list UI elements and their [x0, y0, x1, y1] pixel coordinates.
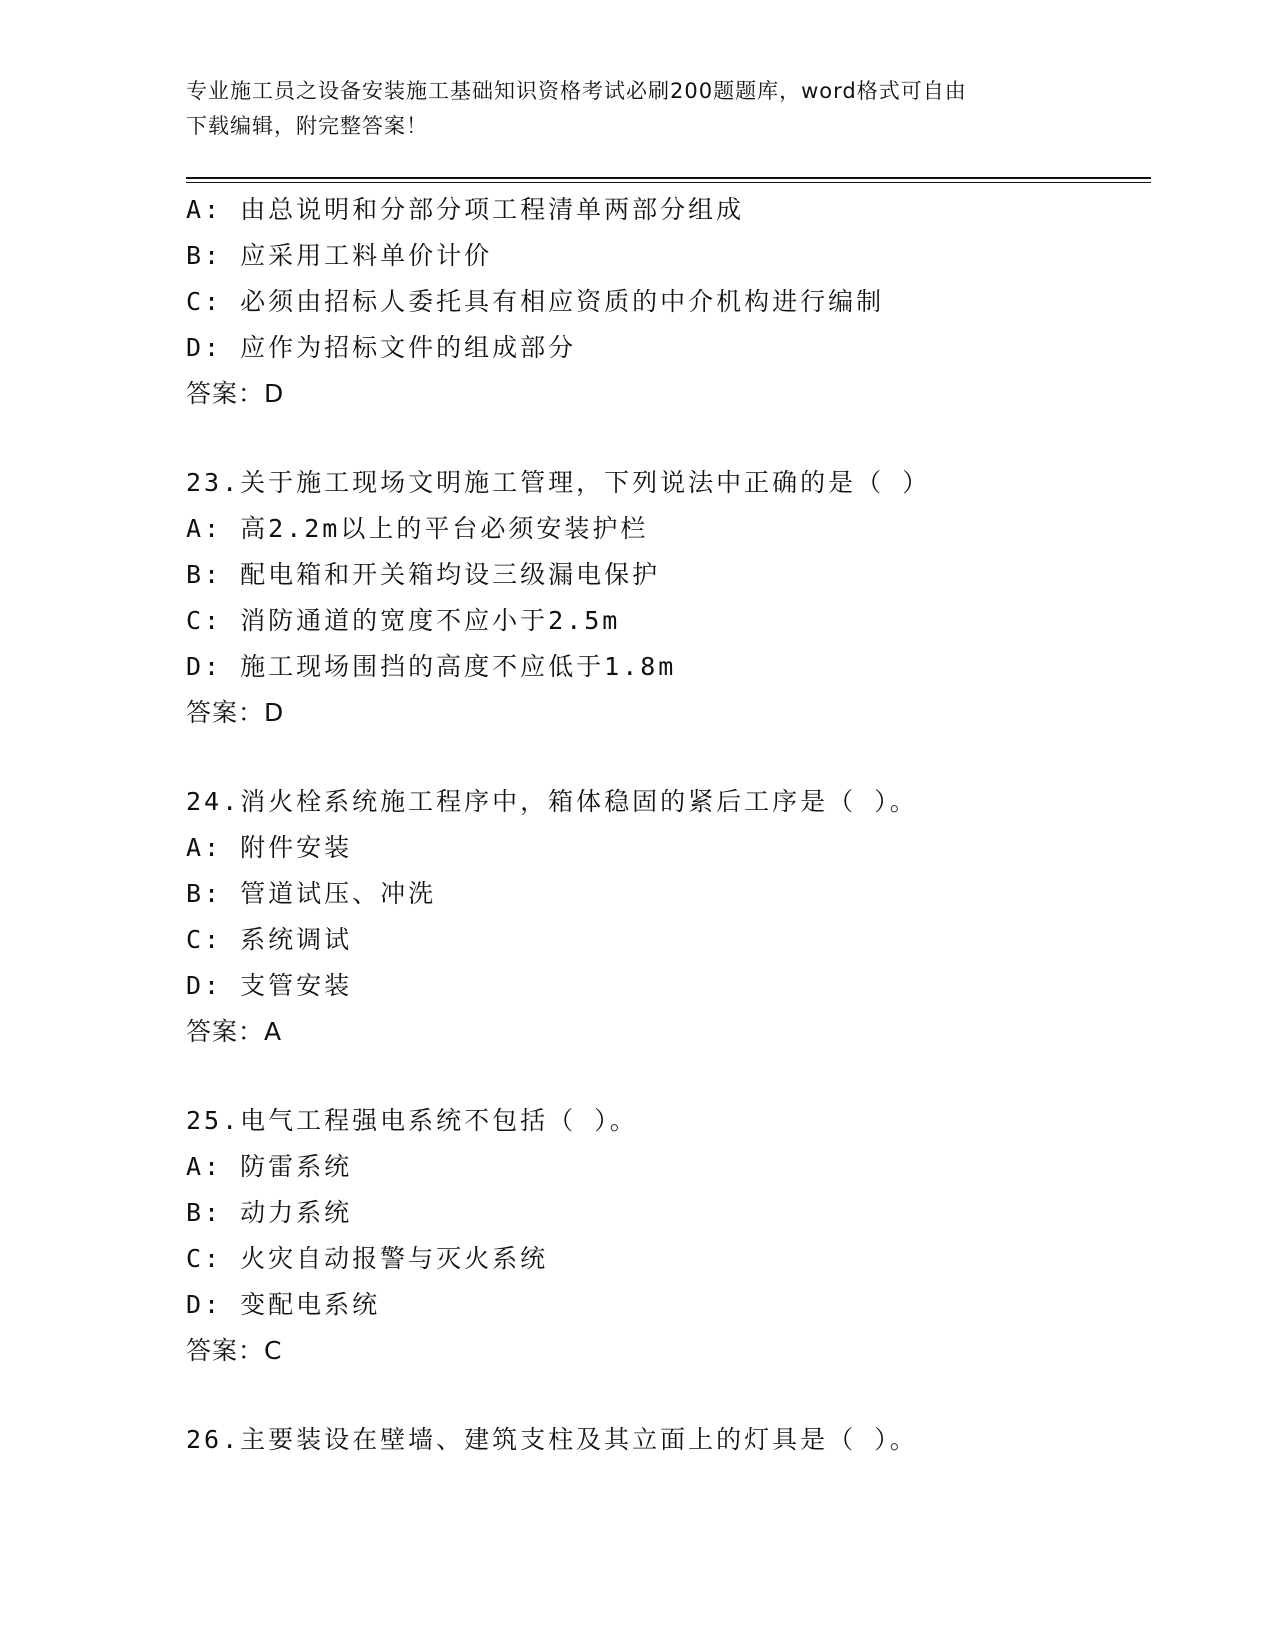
option-c: C: 消防通道的宽度不应小于2.5m: [186, 606, 621, 635]
question-text: 24.消火栓系统施工程序中，箱体稳固的紧后工序是（ ）。: [186, 787, 918, 816]
answer-line: 答案：C: [186, 1336, 283, 1365]
option-d: D: 支管安装: [186, 971, 353, 1000]
option-a: A: 高2.2m以上的平台必须安装护栏: [186, 514, 649, 543]
question-25-block: [186, 1098, 1151, 1374]
answer-line: 答案：A: [186, 1017, 283, 1046]
option-a: A: 防雷系统: [186, 1152, 353, 1181]
spacer: [186, 1055, 1151, 1098]
question-text: 23.关于施工现场文明施工管理，下列说法中正确的是（ ）: [186, 468, 931, 497]
document-header: [186, 74, 1066, 144]
question-list: [186, 187, 1151, 1463]
question-22-block: [186, 187, 1151, 417]
header-line-1: 专业施工员之设备安装施工基础知识资格考试必刷200题题库，word格式可自由: [186, 79, 967, 103]
question-26-block: [186, 1417, 1151, 1463]
option-a: A: 附件安装: [186, 833, 353, 862]
option-b: B: 管道试压、冲洗: [186, 879, 437, 908]
header-rule-thin: [186, 182, 1151, 183]
answer-line: 答案：D: [186, 379, 285, 408]
question-text: 26.主要装设在壁墙、建筑支柱及其立面上的灯具是（ ）。: [186, 1425, 918, 1454]
spacer: [186, 417, 1151, 460]
option-b: B: 动力系统: [186, 1198, 353, 1227]
spacer: [186, 736, 1151, 779]
option-d: D: 应作为招标文件的组成部分: [186, 333, 577, 362]
option-b: B: 配电箱和开关箱均设三级漏电保护: [186, 560, 661, 589]
option-c: C: 系统调试: [186, 925, 353, 954]
option-c: C: 必须由招标人委托具有相应资质的中介机构进行编制: [186, 287, 885, 316]
spacer: [186, 1374, 1151, 1417]
header-line-2: 下载编辑，附完整答案！: [186, 114, 428, 138]
option-d: D: 变配电系统: [186, 1290, 381, 1319]
question-24-block: [186, 779, 1151, 1055]
answer-line: 答案：D: [186, 698, 285, 727]
option-d: D: 施工现场围挡的高度不应低于1.8m: [186, 652, 677, 681]
option-b: B: 应采用工料单价计价: [186, 241, 493, 270]
option-c: C: 火灾自动报警与灭火系统: [186, 1244, 549, 1273]
option-a: A: 由总说明和分部分项工程清单两部分组成: [186, 195, 745, 224]
header-rule-thick: [186, 177, 1151, 179]
question-text: 25.电气工程强电系统不包括（ ）。: [186, 1106, 638, 1135]
question-23-block: [186, 460, 1151, 736]
